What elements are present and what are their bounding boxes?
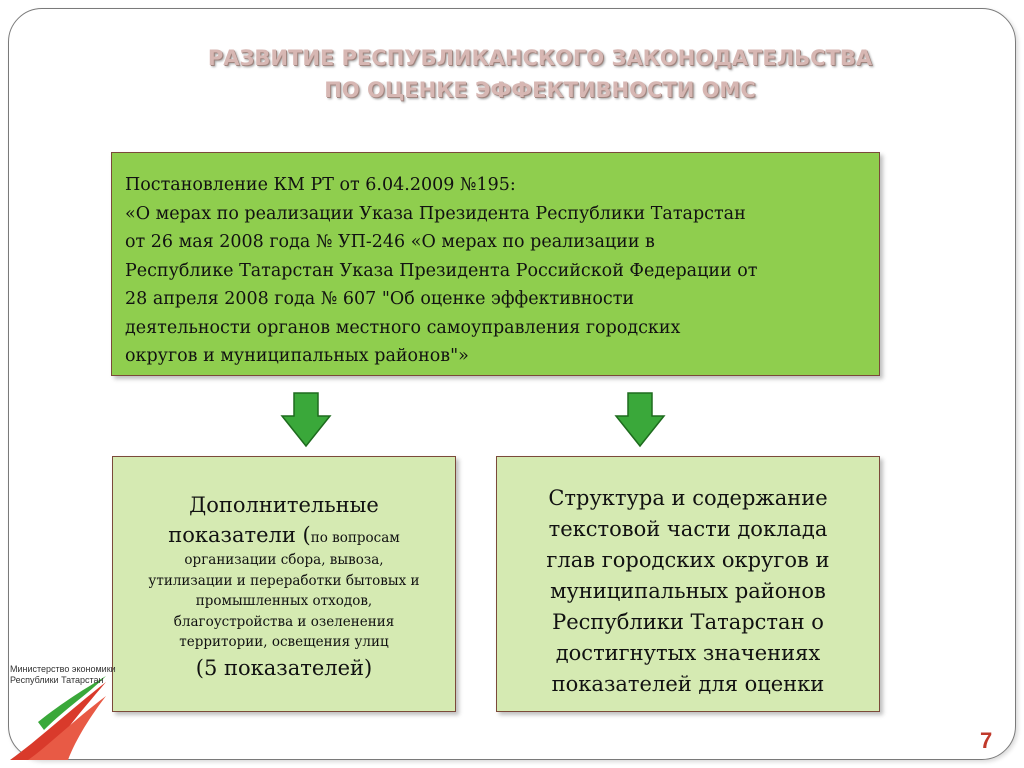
resolution-line: Республике Татарстан Указа Президента Российской Федерации от [125, 260, 758, 281]
report-line: показателей для оценки [551, 672, 825, 696]
indicators-heading-part: показатели ( [168, 523, 311, 547]
ministry-logo-text [10, 664, 120, 686]
report-line: глав городских округов и [546, 548, 830, 572]
indicators-detail-line: благоустройства и озеленения [173, 613, 395, 630]
resolution-line: 28 апреля 2008 года № 607 "Об оценке эффективности [125, 289, 635, 309]
slide-title [140, 42, 940, 106]
resolution-line: Постановление КМ РТ от 6.04.2009 №195: [125, 175, 516, 195]
title-line-1: РАЗВИТИЕ РЕСПУБЛИКАНСКОГО ЗАКОНОДАТЕЛЬСТВА [207, 46, 873, 70]
resolution-line: от 26 мая 2008 года № УП-246 «О мерах по реализации в [125, 232, 655, 252]
logo-line-1: Министерство экономики [10, 664, 116, 674]
page-number: 7 [980, 728, 993, 753]
resolution-line: округов и муниципальных районов"» [125, 346, 469, 366]
logo-line-2: Республики Татарстан [10, 675, 104, 685]
title-line-2: ПО ОЦЕНКЕ ЭФФЕКТИВНОСТИ ОМС [324, 78, 756, 102]
resolution-line: деятельности органов местного самоуправления городских [125, 317, 681, 338]
indicators-detail-line: утилизации и переработки бытовых и [148, 572, 420, 589]
report-line: муниципальных районов [550, 579, 826, 603]
indicators-detail-line: промышленных отходов, [195, 593, 373, 609]
resolution-box [111, 152, 880, 376]
report-line: достигнутых значениях [555, 641, 821, 665]
indicators-detail-line: организации сбора, вывоза, [184, 552, 384, 568]
indicators-heading-line-2 [121, 520, 447, 550]
down-arrow-icon [280, 392, 332, 448]
report-line: Структура и содержание [548, 486, 828, 510]
report-line: текстовой части доклада [548, 517, 828, 541]
indicators-count: (5 показателей) [195, 655, 373, 680]
indicators-detail-first: по вопросам [310, 530, 400, 546]
report-structure-box [496, 456, 880, 712]
indicators-heading: Дополнительные [189, 493, 379, 517]
indicators-detail-line: территории, освещения улиц [179, 634, 389, 650]
down-arrow-icon [614, 392, 666, 448]
resolution-line: «О мерах по реализации Указа Президента Республики Татарстан [125, 203, 746, 224]
report-line: Республики Татарстан о [552, 610, 824, 634]
additional-indicators-box [112, 456, 456, 712]
